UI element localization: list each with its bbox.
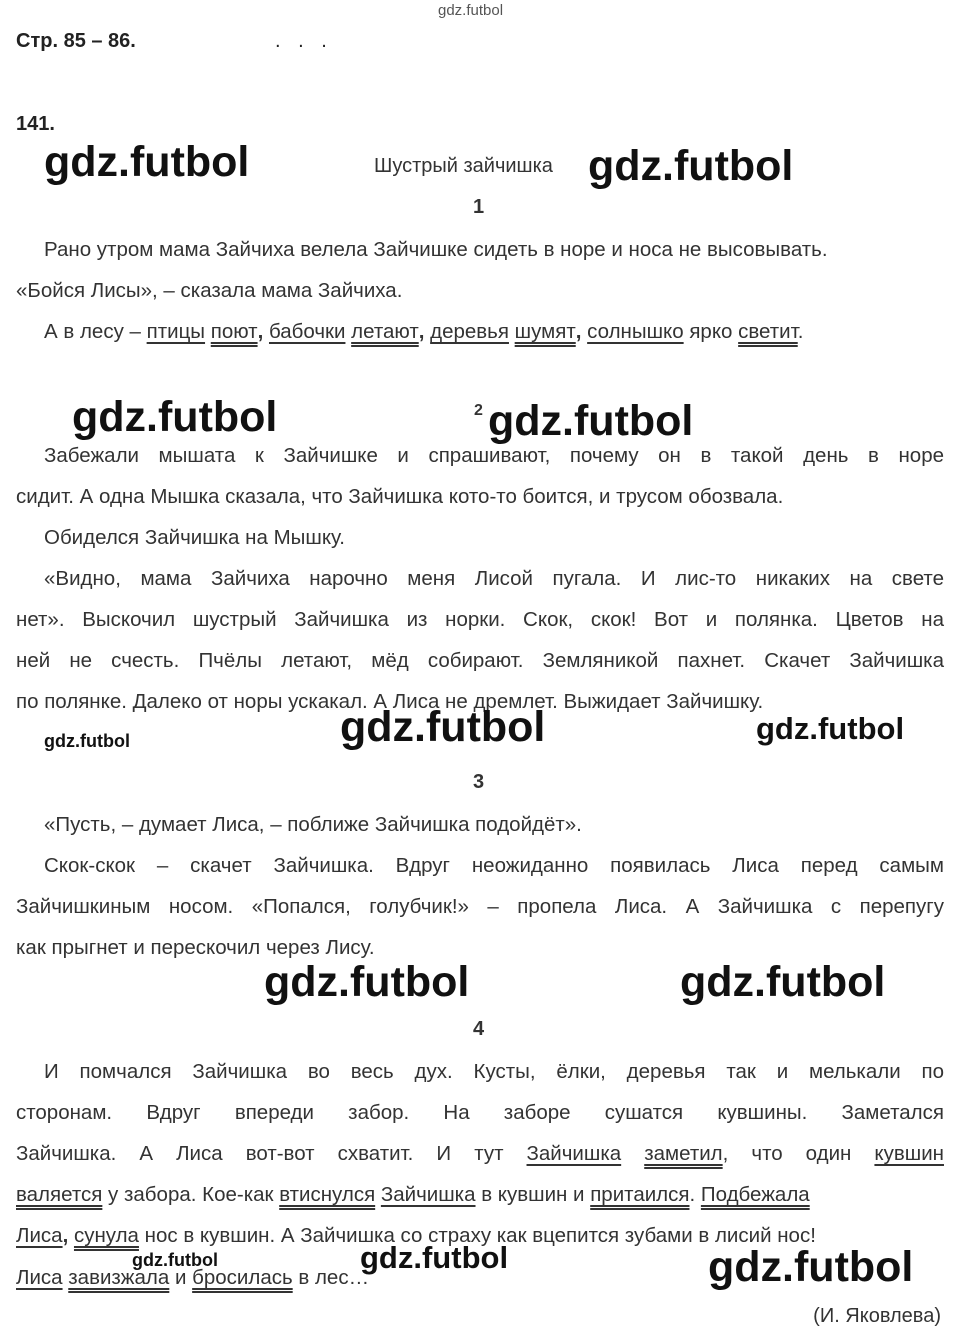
watermark-top: gdz.futbol — [438, 2, 504, 19]
text-line-parsed — [16, 1182, 810, 1208]
watermark: gdz.futbol — [72, 393, 278, 441]
predicate-underline: втиснулся — [279, 1183, 376, 1206]
watermark: gdz.futbol — [132, 1250, 218, 1270]
predicate-underline: Подбежала — [700, 1183, 810, 1206]
text-line: сторонам. Вдруг впереди забор. На заборе сушатся кувшины. Заметался — [16, 1101, 944, 1124]
predicate-underline: заметил — [644, 1142, 723, 1165]
watermark: gdz.futbol — [588, 142, 794, 190]
text-line-parsed — [44, 319, 803, 345]
plain-text: . — [797, 320, 804, 343]
section-number: 3 — [473, 771, 485, 793]
predicate-underline: светит — [738, 320, 798, 343]
predicate-underline: валяется — [16, 1183, 103, 1206]
text-line: по полянке. Далеко от норы ускакал. А Лиса не дремлет. Выжидает Зайчишку. — [16, 690, 764, 713]
text-line: Скок-скок – скачет Зайчишка. Вдруг неожиданно появилась Лиса перед самым — [44, 854, 944, 877]
plain-text: А в лесу – — [44, 320, 147, 343]
watermark: gdz.futbol — [264, 958, 470, 1006]
text-line: «Бойся Лисы», – сказала мама Зайчиха. — [16, 279, 403, 302]
subject-underline: Зайчишка — [380, 1183, 476, 1206]
text-line: Забежали мышата к Зайчишке и спрашивают, почему он в такой день в норе — [44, 444, 944, 467]
predicate-underline: бросилась — [192, 1266, 293, 1289]
subject-underline: бабочки — [268, 320, 346, 343]
watermark: gdz.futbol — [708, 1243, 914, 1291]
plain-text: в кувшин и — [475, 1183, 591, 1206]
section-number: 1 — [473, 196, 485, 218]
comma: , — [575, 320, 588, 343]
subject-underline: птицы — [146, 320, 206, 343]
text-line: как прыгнет и перескочил через Лису. — [16, 936, 375, 959]
subject-underline: кувшин — [874, 1142, 944, 1165]
plain-text: Зайчишка. А Лиса вот-вот схватит. И тут — [16, 1142, 527, 1165]
plain-text: нос в кувшин. А Зайчишка со страху как вцепится зубами в лисий нос! — [138, 1224, 816, 1247]
predicate-underline: шумят — [514, 320, 576, 343]
plain-text: . — [689, 1183, 701, 1206]
comma: , — [62, 1224, 74, 1247]
page-reference: Стр. 85 – 86. — [16, 30, 136, 52]
text-line-parsed — [16, 1141, 944, 1167]
watermark: gdz.futbol — [488, 397, 694, 445]
author-attribution: (И. Яковлева) — [813, 1305, 941, 1327]
text-line: сидит. А одна Мышка сказала, что Зайчишка кото-то боится, и трусом обозвала. — [16, 485, 784, 508]
text-line: нет». Выскочил шустрый Зайчишка из норки. Скок, скок! Вот и полянка. Цветов на — [16, 608, 944, 631]
subject-underline: солнышко — [587, 320, 684, 343]
text-line: ней не счесть. Пчёлы летают, мёд собирают. Земляникой пахнет. Скачет Зайчишка — [16, 649, 944, 672]
header-dots: . . . — [275, 30, 333, 52]
watermark: gdz.futbol — [340, 703, 546, 751]
predicate-underline: летают — [351, 320, 419, 343]
watermark: gdz.futbol — [756, 711, 905, 746]
plain-text: и — [169, 1266, 193, 1289]
plain-text: у забора. Кое-как — [102, 1183, 280, 1206]
plain-text: , что один — [722, 1142, 875, 1165]
watermark: gdz.futbol — [44, 138, 250, 186]
section-number: 4 — [473, 1018, 485, 1040]
predicate-underline: сунула — [73, 1224, 139, 1247]
plain-text: в лес… — [292, 1266, 370, 1289]
text-line: «Видно, мама Зайчиха нарочно меня Лисой пугала. И лис-то никаких на свете — [44, 567, 944, 590]
comma: , — [418, 320, 431, 343]
watermark: gdz.futbol — [360, 1240, 509, 1275]
text-line: «Пусть, – думает Лиса, – поближе Зайчишка подойдёт». — [44, 813, 582, 836]
story-title: Шустрый зайчишка — [374, 155, 553, 177]
predicate-underline: завизжала — [68, 1266, 170, 1289]
plain-text: ярко — [683, 320, 739, 343]
section-number: 2 — [474, 402, 483, 419]
watermark: gdz.futbol — [44, 731, 130, 751]
exercise-number: 141. — [16, 113, 55, 135]
text-line: Обиделся Зайчишка на Мышку. — [44, 526, 345, 549]
subject-underline: Лиса — [16, 1266, 63, 1289]
subject-underline: Зайчишка — [526, 1142, 622, 1165]
text-line: И помчался Зайчишка во весь дух. Кусты, ёлки, деревья так и мелькали по — [44, 1060, 944, 1083]
predicate-underline: поют — [210, 320, 258, 343]
watermark: gdz.futbol — [680, 958, 886, 1006]
text-line: Рано утром мама Зайчиха велела Зайчишке сидеть в норе и носа не высовывать. — [44, 238, 828, 261]
predicate-underline: притаился — [590, 1183, 690, 1206]
subject-underline: Лиса — [16, 1224, 63, 1247]
subject-underline: деревья — [430, 320, 509, 343]
text-line: Зайчишкиным носом. «Попался, голубчик!» – пропела Лиса. А Зайчишка с перепугу — [16, 895, 944, 918]
comma: , — [257, 320, 269, 343]
space — [621, 1142, 644, 1165]
